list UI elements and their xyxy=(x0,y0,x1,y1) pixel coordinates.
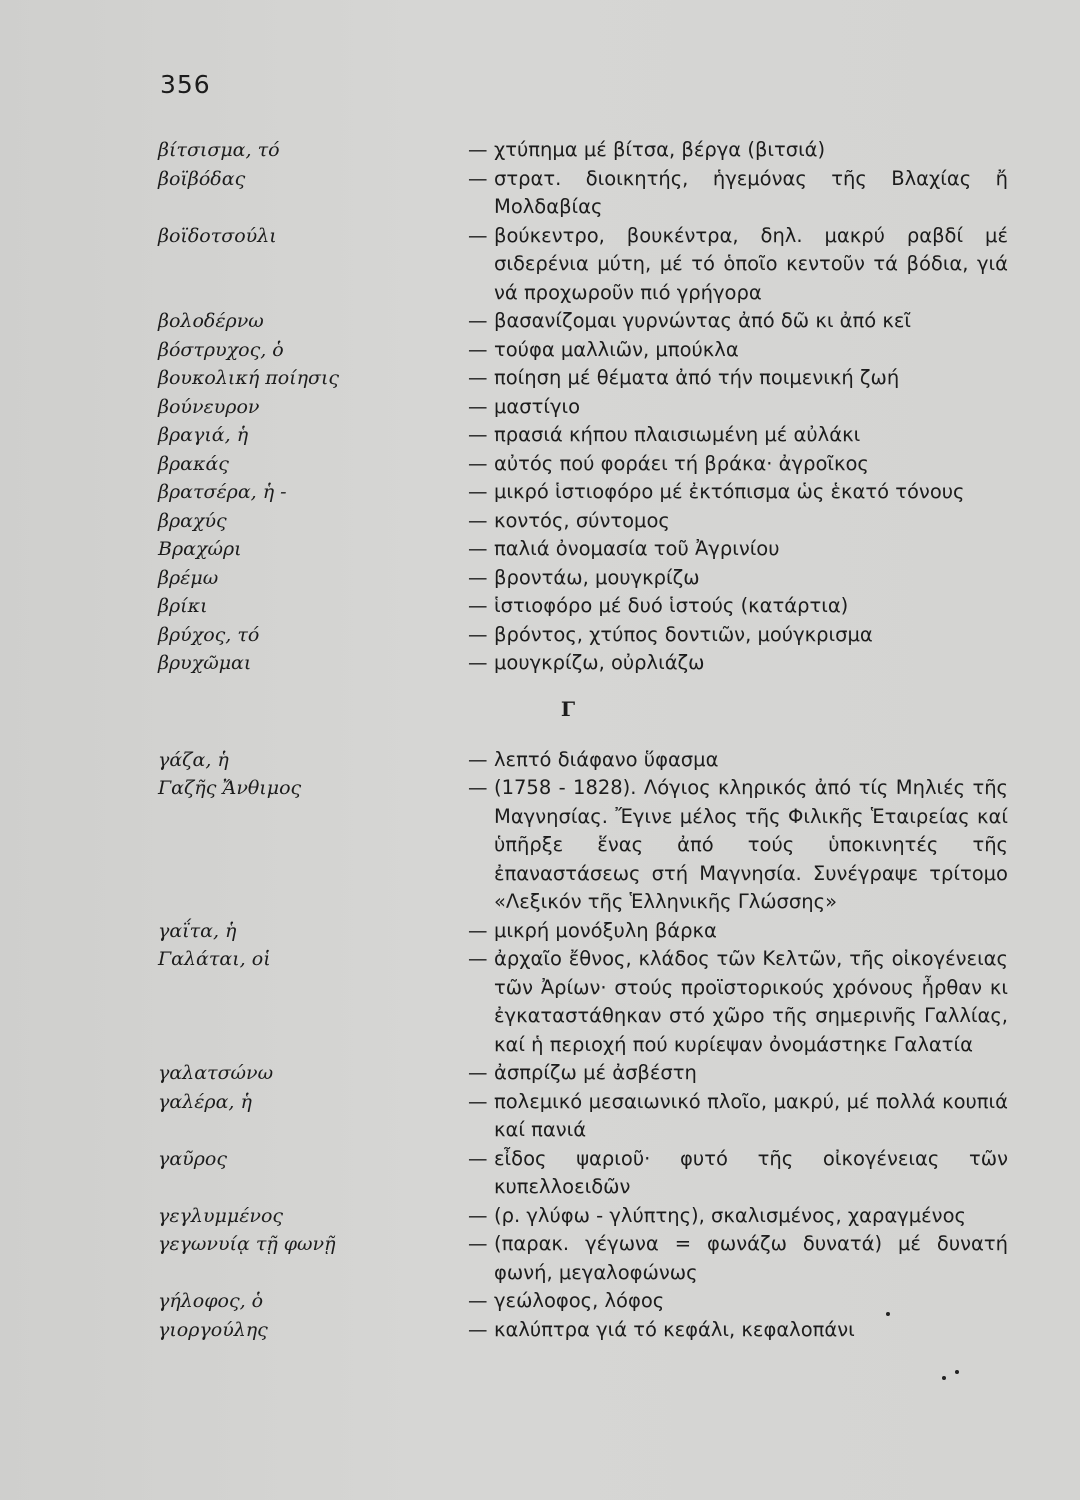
entry-definition-text: μαστίγιο xyxy=(494,394,581,418)
entry-dash: — xyxy=(468,776,488,799)
entry-dash: — xyxy=(468,537,488,560)
entry-term: βρύχος, τό xyxy=(158,623,260,646)
entry-term: βολοδέρνω xyxy=(158,310,264,332)
entry-definition xyxy=(468,1287,1008,1316)
entry-term: βούνευρον xyxy=(158,395,260,418)
entry-dash: — xyxy=(468,480,488,503)
print-speck xyxy=(955,1370,959,1374)
glossary-entry xyxy=(0,746,1080,775)
entry-term: βρατσέρα, ἡ - xyxy=(158,481,287,503)
entry-definition xyxy=(468,364,1008,393)
entry-definition xyxy=(468,1088,1008,1145)
glossary-entry xyxy=(0,364,1080,393)
entry-term: βόστρυχος, ὁ xyxy=(158,338,284,361)
entry-dash: — xyxy=(468,309,488,332)
entry-term: Γαζῆς Ἄνθιμος xyxy=(158,777,302,799)
entry-definition xyxy=(468,535,1008,564)
glossary-entry xyxy=(0,564,1080,593)
glossary-entry xyxy=(0,649,1080,678)
entry-dash: — xyxy=(468,166,488,190)
glossary-entry xyxy=(0,535,1080,564)
entry-definition xyxy=(468,945,1008,1059)
entry-definition-text: παλιά ὀνομασία τοῦ Ἀγρινίου xyxy=(494,537,780,560)
entry-definition-text: ἀρχαῖο ἔθνος, κλάδος τῶν Κελτῶν, τῆς οἰκογένειας τῶν Ἀρίων· στούς προϊστορικούς χρόνους ἦρθαν κι ἐγκαταστάθηκαν στό χῶρο τῆς σημερινῆς Γαλλίας, καί ἡ περιοχή πού κυρίεψαν ὀνομάστηκε Γαλατία xyxy=(494,947,1008,1056)
entry-dash: — xyxy=(468,138,488,161)
entry-term: γαῦρος xyxy=(158,1147,227,1170)
print-speck xyxy=(886,1312,890,1316)
entry-definition-text: ποίηση μέ θέματα ἀπό τήν ποιμενική ζωή xyxy=(494,366,900,389)
glossary-entry xyxy=(0,592,1080,621)
entry-dash: — xyxy=(468,1317,488,1341)
entry-definition-text: πρασιά κήπου πλαισιωμένη μέ αὐλάκι xyxy=(494,423,861,446)
glossary-entry xyxy=(0,1316,1080,1345)
entry-term: γαΐτα, ἡ xyxy=(158,919,237,942)
entry-dash: — xyxy=(468,1089,488,1113)
entry-definition xyxy=(468,917,1008,946)
glossary-entry xyxy=(0,1059,1080,1088)
entry-dash: — xyxy=(468,223,488,247)
entry-dash: — xyxy=(468,1146,488,1170)
section-letter-gamma: Γ xyxy=(560,696,576,721)
entry-term: βρυχῶμαι xyxy=(158,652,252,674)
entry-definition xyxy=(468,592,1008,621)
entry-definition xyxy=(468,746,1008,775)
glossary-entry xyxy=(0,945,1080,1059)
entry-dash: — xyxy=(468,1061,488,1084)
entry-definition-text: στρατ. διοικητής, ἡγεμόνας τῆς Βλαχίας ἤ Μολδαβίας xyxy=(494,166,1008,218)
entry-definition-text: βροντάω, μουγκρίζω xyxy=(494,565,700,589)
entry-definition xyxy=(468,649,1008,678)
glossary-entry xyxy=(0,393,1080,422)
entry-definition xyxy=(468,222,1008,308)
glossary-entry xyxy=(0,222,1080,308)
glossary-entry xyxy=(0,1287,1080,1316)
glossary-entry xyxy=(0,136,1080,165)
entry-term: γεγωνυίᾳ τῇ φωνῇ xyxy=(158,1233,336,1255)
entry-term: Βραχώρι xyxy=(158,538,242,560)
entry-term: γαλέρα, ἡ xyxy=(158,1090,252,1113)
glossary-entry xyxy=(0,450,1080,479)
entry-definition xyxy=(468,1145,1008,1202)
entry-term: βρακάς xyxy=(158,452,229,475)
entry-definition-text: βρόντος, χτύπος δοντιῶν, μούγκρισμα xyxy=(494,622,873,646)
glossary-entry xyxy=(0,336,1080,365)
entries-beta xyxy=(0,136,1080,678)
glossary-entry xyxy=(0,774,1080,917)
entry-definition-text: αὐτός πού φοράει τή βράκα· ἀγροῖκος xyxy=(494,451,869,475)
entry-definition-text: μικρή μονόξυλη βάρκα xyxy=(494,918,717,942)
entry-definition-text: βούκεντρο, βουκέντρα, δηλ. μακρύ ραβδί μέ σιδερένια μύτη, μέ τό ὁποῖο κεντοῦν τά βόδια, γιά νά προχωροῦν πιό γρήγορα xyxy=(494,223,1008,304)
entry-definition-text: εἶδος ψαριοῦ· φυτό τῆς οἰκογένειας τῶν κυπελλοειδῶν xyxy=(494,1146,1008,1198)
glossary-entry xyxy=(0,307,1080,336)
entry-dash: — xyxy=(468,622,488,646)
entry-definition xyxy=(468,136,1008,165)
entry-definition xyxy=(468,1230,1008,1287)
entry-dash: — xyxy=(468,423,488,446)
glossary-entry xyxy=(0,1202,1080,1231)
entry-dash: — xyxy=(468,565,488,589)
entry-dash: — xyxy=(468,651,488,674)
entry-definition-text: καλύπτρα γιά τό κεφάλι, κεφαλοπάνι xyxy=(494,1317,855,1341)
entry-definition-text: τούφα μαλλιῶν, μπούκλα xyxy=(494,337,739,361)
entry-definition xyxy=(468,421,1008,450)
entry-definition xyxy=(468,774,1008,917)
entry-term: βραχύς xyxy=(158,509,227,532)
glossary-entry xyxy=(0,1230,1080,1287)
entry-definition-text: ἱστιοφόρο μέ δυό ἱστούς (κατάρτια) xyxy=(494,594,849,617)
entry-term: γάζα, ἡ xyxy=(158,748,229,771)
entry-definition-text: πολεμικό μεσαιωνικό πλοῖο, μακρύ, μέ πολλά κουπιά καί πανιά xyxy=(494,1089,1008,1141)
entry-definition-text: ἀσπρίζω μέ ἀσβέστη xyxy=(494,1061,697,1084)
entry-term: βοϊδοτσούλι xyxy=(158,224,277,247)
glossary-entries xyxy=(0,136,1080,1344)
entry-definition xyxy=(468,450,1008,479)
entry-definition-text: λεπτό διάφανο ὕφασμα xyxy=(494,747,719,771)
print-speck xyxy=(942,1376,946,1380)
entry-definition xyxy=(468,1202,1008,1231)
entry-definition xyxy=(468,621,1008,650)
entry-term: γιοργούλης xyxy=(158,1318,268,1341)
entry-definition-text: κοντός, σύντομος xyxy=(494,508,670,532)
entry-term: βραγιά, ἡ xyxy=(158,424,249,446)
entry-dash: — xyxy=(468,394,488,418)
entry-definition-text: μικρό ἱστιοφόρο μέ ἐκτόπισμα ὡς ἑκατό τόνους xyxy=(494,480,965,503)
entry-definition-text: χτύπημα μέ βίτσα, βέργα (βιτσιά) xyxy=(494,138,826,161)
entry-dash: — xyxy=(468,508,488,532)
entry-definition xyxy=(468,165,1008,222)
entry-dash: — xyxy=(468,366,488,389)
entry-dash: — xyxy=(468,1232,488,1255)
entry-dash: — xyxy=(468,594,488,617)
glossary-entry xyxy=(0,421,1080,450)
entry-definition-text: μουγκρίζω, οὐρλιάζω xyxy=(494,651,705,674)
glossary-entry xyxy=(0,1145,1080,1202)
entry-dash: — xyxy=(468,1203,488,1227)
glossary-entry xyxy=(0,507,1080,536)
entry-term: γήλοφος, ὁ xyxy=(158,1290,264,1312)
entry-dash: — xyxy=(468,747,488,771)
entry-definition xyxy=(468,564,1008,593)
entry-dash: — xyxy=(468,1289,488,1312)
entry-term: βρέμω xyxy=(158,566,219,589)
entry-definition xyxy=(468,478,1008,507)
glossary-entry xyxy=(0,165,1080,222)
entry-definition xyxy=(468,307,1008,336)
entry-definition xyxy=(468,507,1008,536)
entry-dash: — xyxy=(468,451,488,475)
entry-dash: — xyxy=(468,918,488,942)
glossary-entry xyxy=(0,478,1080,507)
entry-definition-text: (παρακ. γέγωνα = φωνάζω δυνατά) μέ δυνατή φωνή, μεγαλοφώνως xyxy=(494,1232,1008,1284)
entry-term: βουκολική ποίησις xyxy=(158,367,340,389)
glossary-entry xyxy=(0,621,1080,650)
entry-dash: — xyxy=(468,947,488,970)
entry-definition xyxy=(468,1316,1008,1345)
entry-term: βοϊβόδας xyxy=(158,167,246,190)
entry-dash: — xyxy=(468,337,488,361)
entry-definition-text: (1758 - 1828). Λόγιος κληρικός ἀπό τίς Μηλιές τῆς Μαγνησίας. Ἔγινε μέλος τῆς Φιλικῆς Ἑταιρείας καί ὑπῆρξε ἕνας ἀπό τούς ὑποκινητές τῆς ἐπαναστάσεως στή Μαγνησία. Συνέγραψε τρίτομο «Λεξικόν τῆς Ἑλληνικῆς Γλώσσης» xyxy=(494,776,1008,913)
entry-term: γαλατσώνω xyxy=(158,1062,274,1084)
glossary-entry xyxy=(0,917,1080,946)
entry-term: βρίκι xyxy=(158,595,208,617)
entry-term: βίτσισμα, τό xyxy=(158,139,280,161)
entry-term: γεγλυμμένος xyxy=(158,1204,284,1227)
entry-term: Γαλάται, οἱ xyxy=(158,948,271,970)
entry-definition xyxy=(468,393,1008,422)
entry-definition xyxy=(468,1059,1008,1088)
entry-definition xyxy=(468,336,1008,365)
page-number: 356 xyxy=(160,70,211,99)
entry-definition-text: βασανίζομαι γυρνώντας ἀπό δῶ κι ἀπό κεῖ xyxy=(494,309,911,332)
entry-definition-text: γεώλοφος, λόφος xyxy=(494,1289,665,1312)
glossary-entry xyxy=(0,1088,1080,1145)
entries-gamma xyxy=(0,746,1080,1345)
entry-definition-text: (ρ. γλύφω - γλύπτης), σκαλισμένος, χαραγμένος xyxy=(494,1203,966,1227)
